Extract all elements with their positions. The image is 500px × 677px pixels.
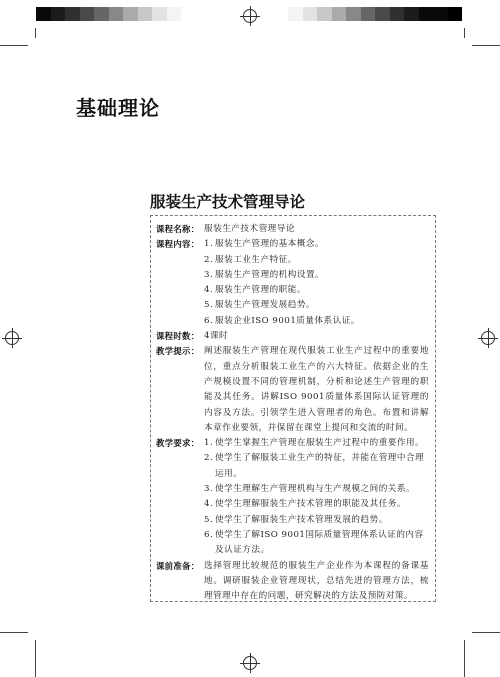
registration-mark-left	[2, 328, 22, 348]
course-info-box	[150, 215, 436, 602]
list-item: 3. 使学生理解生产管理机构与生产规模之间的关系。	[204, 484, 416, 495]
course-name-label: 课程名称：	[156, 224, 200, 234]
list-item: 6. 使学生了解ISO 9001国际质量管理体系认证的内容及认证方法。	[204, 529, 424, 556]
list-item: 5. 使学生了解服装生产技术管理发展的趋势。	[204, 514, 388, 525]
teaching-requirements-row	[156, 436, 429, 558]
chapter-title: 服装生产技术管理导论	[150, 192, 306, 211]
list-item: 2. 使学生了解服装工业生产的特征，并能在管理中合理运用。	[204, 453, 425, 479]
crop-mark	[464, 640, 465, 677]
crop-mark	[35, 640, 36, 677]
teaching-hint-row	[156, 344, 429, 436]
part-title: 基础理论	[76, 96, 160, 120]
color-bar-left	[36, 7, 181, 21]
course-content-label: 课程内容：	[156, 239, 200, 250]
list-item: 1. 服装生产管理的基本概念。	[204, 239, 325, 250]
list-item: 5. 服装生产管理发展趋势。	[204, 300, 316, 311]
course-name-value: 服装生产技术管理导论	[204, 224, 295, 234]
teaching-hint-text: 阐述服装生产管理在现代服装工业生产过程中的重要地位，重点分析服装工业生产的六大特征。依据企业的生产规模设置不同的管理机制，分析和论述生产管理的职能及其任务。讲解ISO 9001质量体系国际认证管理的内容及方法。引领学生进入管理者的角色。布置和讲解本章作业要领，并保留在课堂上提问和交流的时间。	[204, 346, 429, 433]
color-bar-right	[288, 7, 462, 21]
list-item: 4. 使学生理解服装生产技术管理的职能及其任务。	[204, 499, 406, 510]
pre-class-prep-label: 课前准备：	[156, 560, 200, 571]
crop-mark	[35, 28, 36, 38]
crop-mark	[472, 632, 500, 633]
registration-mark-right	[478, 328, 498, 348]
list-item: 1. 使学生掌握生产管理在服装生产过程中的重要作用。	[204, 438, 425, 449]
crop-mark	[472, 45, 500, 46]
crop-mark	[0, 45, 28, 46]
pre-class-prep-row	[156, 559, 429, 605]
course-content-list	[204, 237, 429, 329]
course-name-row	[156, 222, 429, 237]
teaching-hint-label: 教学提示：	[156, 346, 200, 357]
registration-mark-bottom	[240, 653, 260, 673]
course-hours-label: 课程时数：	[156, 331, 200, 342]
teaching-requirements-list	[204, 436, 429, 558]
registration-mark-top	[240, 6, 260, 26]
list-item: 4. 服装生产管理的职能。	[204, 285, 306, 296]
crop-mark	[464, 28, 465, 38]
list-item: 2. 服装工业生产特征。	[204, 254, 297, 265]
pre-class-prep-text: 选择管理比较规范的服装生产企业作为本课程的备课基地。调研服装企业管理现状，总结先进的管理方法，梳理管理中存在的问题，研究解决的方法及预防对策。	[204, 560, 429, 602]
list-item: 3. 服装生产管理的机构设置。	[204, 269, 325, 280]
teaching-requirements-label: 教学要求：	[156, 438, 200, 449]
course-content-row	[156, 237, 429, 329]
crop-mark	[0, 632, 28, 633]
list-item: 6. 服装企业ISO 9001质量体系认证。	[204, 315, 360, 326]
course-hours-row	[156, 329, 429, 344]
course-hours-value: 4课时	[204, 331, 229, 342]
